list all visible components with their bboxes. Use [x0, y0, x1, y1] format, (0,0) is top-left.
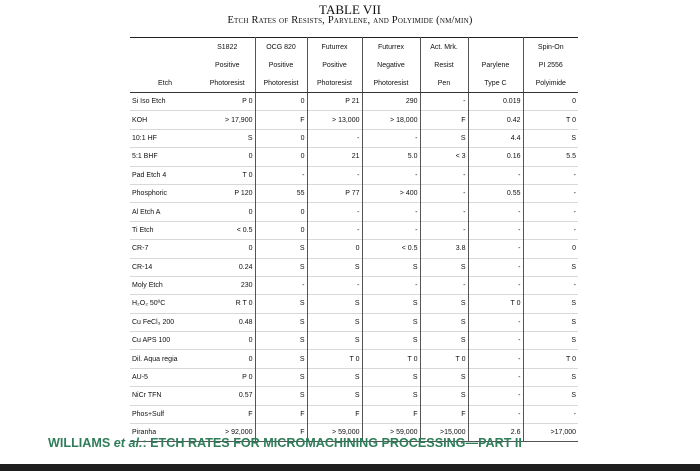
etch-rate-cell: - [573, 282, 576, 290]
etch-rate-cell: S [255, 258, 307, 276]
etchant-name: Phos+Sulf [132, 410, 165, 418]
header-row [130, 74, 578, 93]
etch-rate-cell: - [362, 129, 420, 147]
etch-rate-cell: T 0 [307, 350, 362, 368]
etch-rate-cell: S [571, 300, 576, 308]
etch-rate-cell: - [468, 405, 523, 423]
etch-rate-cell: 0 [200, 203, 255, 221]
etch-rate-cell: - [468, 387, 523, 405]
etch-rate-cell: - [420, 184, 468, 202]
header-row [130, 38, 578, 57]
etch-rate-cell: 0.55 [468, 184, 523, 202]
table-row [130, 332, 578, 350]
etch-rate-cell: - [468, 166, 523, 184]
etch-rate-table [130, 37, 578, 442]
etch-rate-cell: P 77 [307, 184, 362, 202]
etch-rate-cell: > 92,000 [200, 424, 255, 442]
etch-rate-cell: S [362, 332, 420, 350]
etch-rate-cell: T 0 [200, 166, 255, 184]
etch-rate-cell: - [468, 276, 523, 294]
table-row [130, 184, 578, 202]
etch-rate-cell: - [420, 276, 468, 294]
etch-rate-cell: P 120 [200, 184, 255, 202]
etch-rate-cell: - [468, 221, 523, 239]
etch-rate-cell: R T 0 [200, 295, 255, 313]
header-cell: Positive [255, 56, 307, 74]
etch-rate-cell: < 3 [420, 148, 468, 166]
etch-rate-cell: - [362, 276, 420, 294]
etch-rate-cell: P 0 [200, 368, 255, 386]
etch-rate-cell: 21 [307, 148, 362, 166]
etch-rate-cell: 55 [255, 184, 307, 202]
etch-rate-cell: 0 [255, 221, 307, 239]
etch-rate-cell: - [420, 203, 468, 221]
etch-rate-cell: - [307, 129, 362, 147]
etch-rate-cell: - [468, 350, 523, 368]
table-title: TABLE VII [319, 2, 381, 17]
etch-rate-cell: > 400 [362, 184, 420, 202]
header-cell: Act. Mrk. [420, 38, 468, 57]
etch-rate-cell: - [362, 203, 420, 221]
etch-rate-cell: >17,000 [550, 429, 576, 437]
etch-rate-cell: 0.48 [200, 313, 255, 331]
etch-rate-cell: S [420, 258, 468, 276]
etchant-name: Ti Etch [132, 226, 154, 234]
etch-rate-cell: S [420, 368, 468, 386]
table-row [130, 295, 578, 313]
header-row [130, 56, 578, 74]
table-row [130, 240, 578, 258]
etch-rate-cell: 0 [200, 332, 255, 350]
etchant-name: Dil. Aqua regia [132, 355, 178, 363]
table-row [130, 368, 578, 386]
etch-rate-cell: - [573, 208, 576, 216]
etch-rate-cell: 0 [200, 148, 255, 166]
table-header [130, 38, 578, 93]
etch-rate-cell: T 0 [420, 350, 468, 368]
etch-rate-cell: S [571, 374, 576, 382]
etch-rate-cell: 230 [200, 276, 255, 294]
etch-rate-cell: T 0 [468, 295, 523, 313]
header-cell: Etch [130, 74, 200, 93]
etch-rate-cell: S [362, 258, 420, 276]
etch-rate-cell: S [362, 368, 420, 386]
etch-rate-cell: 0 [255, 148, 307, 166]
etch-rate-cell: > 17,900 [200, 111, 255, 129]
header-cell [130, 38, 200, 57]
header-cell: Parylene [468, 56, 523, 74]
etch-rate-cell: S [307, 258, 362, 276]
header-cell [468, 38, 523, 57]
etch-rate-cell: < 0.5 [362, 240, 420, 258]
etch-rate-cell: S [420, 129, 468, 147]
table-row [130, 129, 578, 147]
etchant-name: CR-14 [132, 263, 153, 271]
etchant-name: Al Etch A [132, 208, 161, 216]
etch-rate-cell: - [468, 332, 523, 350]
etch-rate-cell: 0 [255, 203, 307, 221]
etch-rate-cell: 0 [200, 350, 255, 368]
etch-rate-cell: S [307, 332, 362, 350]
table-row [130, 221, 578, 239]
etch-rate-cell: S [255, 240, 307, 258]
etch-rate-cell: 290 [362, 93, 420, 111]
etch-rate-cell: - [362, 166, 420, 184]
etch-rate-cell: S [362, 295, 420, 313]
etch-rate-cell: S [255, 350, 307, 368]
etch-rate-cell: S [571, 318, 576, 326]
etch-rate-cell: S [255, 368, 307, 386]
etchant-name: 10:1 HF [132, 134, 157, 142]
table-row [130, 405, 578, 423]
etch-rate-cell: 0 [572, 98, 576, 106]
etch-rate-cell: > 59,000 [362, 424, 420, 442]
etch-rate-cell: S [420, 332, 468, 350]
etch-rate-cell: F [200, 405, 255, 423]
table-row [130, 203, 578, 221]
etch-rate-cell: S [255, 332, 307, 350]
etch-rate-cell: - [420, 221, 468, 239]
etch-rate-cell: 3.8 [420, 240, 468, 258]
etch-rate-cell: - [362, 221, 420, 239]
etch-rate-cell: - [468, 368, 523, 386]
etchant-name: Cu APS 100 [132, 337, 171, 345]
etchant-name: NiCr TFN [132, 392, 162, 400]
etch-rate-cell: - [573, 171, 576, 179]
table-row [130, 350, 578, 368]
etchant-name: Si Iso Etch [132, 98, 166, 106]
etch-rate-cell: S [362, 313, 420, 331]
etch-rate-cell: S [420, 387, 468, 405]
table-subtitle: Etch Rates of Resists, Parylene, and Polyimide (nm/min) [227, 15, 473, 26]
etch-rate-cell: 0 [255, 93, 307, 111]
table-row [130, 258, 578, 276]
etchant-name: Piranha [132, 429, 157, 437]
header-cell [130, 56, 200, 74]
etch-rate-cell: T 0 [566, 116, 576, 124]
bottom-bar [0, 464, 700, 471]
etch-rate-cell: S [307, 387, 362, 405]
header-cell: Spin-On [523, 38, 578, 57]
etch-rate-cell: 5.0 [362, 148, 420, 166]
header-cell: Photoresist [200, 74, 255, 93]
footer-author: WILLIAMS [48, 436, 114, 450]
etch-rate-cell: - [468, 203, 523, 221]
etch-rate-cell: S [420, 313, 468, 331]
etch-rate-cell: F [255, 405, 307, 423]
etchant-name: Moly Etch [132, 282, 163, 290]
header-cell: Positive [200, 56, 255, 74]
etchant-name: Pad Etch 4 [132, 171, 167, 179]
etchant-name: Cu FeCl₃ 200 [132, 318, 175, 326]
etch-rate-cell: 0.42 [468, 111, 523, 129]
etch-rate-cell: 0 [255, 129, 307, 147]
footer-rest: : ETCH RATES FOR MICROMACHINING PROCESSING—PART II [142, 436, 522, 450]
etch-rate-cell: 5.5 [566, 153, 576, 161]
table-row [130, 276, 578, 294]
etchant-name: Phosphoric [132, 190, 168, 198]
etch-rate-cell: 0.24 [200, 258, 255, 276]
header-cell: PI 2556 [538, 61, 563, 69]
header-cell: Negative [362, 56, 420, 74]
etch-rate-cell: - [573, 410, 576, 418]
table-row [130, 111, 578, 129]
etch-rate-cell: 2.6 [468, 424, 523, 442]
etch-rate-cell: 0 [200, 240, 255, 258]
table-body [130, 93, 578, 442]
etch-rate-cell: > 13,000 [307, 111, 362, 129]
etch-rate-cell: S [420, 295, 468, 313]
etch-rate-cell: >15,000 [420, 424, 468, 442]
etchant-name: KOH [132, 116, 148, 124]
etch-rate-cell: S [362, 387, 420, 405]
header-cell: Futurrex [307, 38, 362, 57]
etch-rate-cell: P 0 [200, 93, 255, 111]
etch-rate-cell: S [571, 392, 576, 400]
table-row [130, 313, 578, 331]
header-cell: Polyimide [523, 74, 578, 93]
etch-rate-cell: 0.019 [468, 93, 523, 111]
etch-rate-cell: S [571, 134, 576, 142]
etch-rate-cell: - [468, 258, 523, 276]
etch-rate-cell: - [307, 166, 362, 184]
header-cell: Pen [420, 74, 468, 93]
footer-etal: et al. [113, 436, 143, 450]
etch-rate-cell: S [571, 263, 576, 271]
etch-rate-cell: - [573, 190, 576, 198]
header-cell: Resist [420, 56, 468, 74]
etch-rate-cell: 0 [307, 240, 362, 258]
etch-rate-cell: - [255, 276, 307, 294]
etch-rate-cell: F [255, 424, 307, 442]
etch-rate-cell: F [255, 111, 307, 129]
header-cell: Photoresist [255, 74, 307, 93]
etch-rate-cell: 0 [572, 245, 576, 253]
etch-rate-cell: P 21 [307, 93, 362, 111]
etch-rate-cell: S [255, 295, 307, 313]
etchant-name: H₂O₂ 50ºC [132, 300, 166, 308]
header-cell: Type C [468, 74, 523, 93]
etch-rate-cell: 0.16 [468, 148, 523, 166]
etch-rate-cell: F [307, 405, 362, 423]
etch-rate-cell: 0.57 [200, 387, 255, 405]
etch-rate-cell: 4.4 [468, 129, 523, 147]
etch-rate-cell: F [420, 111, 468, 129]
etch-rate-cell: S [571, 337, 576, 345]
etchant-name: CR-7 [132, 245, 149, 253]
header-cell: Futurrex [362, 38, 420, 57]
etch-rate-cell: F [420, 405, 468, 423]
etch-rate-cell: S [307, 295, 362, 313]
etch-rate-cell: > 59,000 [307, 424, 362, 442]
etch-rate-cell: - [307, 221, 362, 239]
table-row [130, 148, 578, 166]
etch-rate-cell: - [468, 313, 523, 331]
etch-rate-cell: - [573, 226, 576, 234]
etch-rate-cell: S [200, 129, 255, 147]
etch-rate-cell: F [362, 405, 420, 423]
etch-rate-cell: S [255, 313, 307, 331]
running-footer [48, 436, 522, 450]
etch-rate-cell: - [420, 93, 468, 111]
table-row [130, 93, 578, 111]
etch-rate-cell: > 18,000 [362, 111, 420, 129]
header-cell: Photoresist [307, 74, 362, 93]
table-row [130, 387, 578, 405]
header-cell: S1822 [200, 38, 255, 57]
header-cell: OCG 820 [255, 38, 307, 57]
etch-rate-cell: - [307, 276, 362, 294]
etch-rate-cell: T 0 [566, 355, 576, 363]
header-cell: Positive [307, 56, 362, 74]
etchant-name: AU-5 [132, 374, 148, 382]
etch-rate-cell: - [420, 166, 468, 184]
etch-rate-cell: - [307, 203, 362, 221]
etch-rate-cell: < 0.5 [200, 221, 255, 239]
etch-rate-cell: S [307, 313, 362, 331]
etch-rate-cell: - [255, 166, 307, 184]
etch-rate-cell: - [468, 240, 523, 258]
table-row [130, 166, 578, 184]
etch-rate-cell: T 0 [362, 350, 420, 368]
etch-rate-cell: S [255, 387, 307, 405]
header-cell: Photoresist [362, 74, 420, 93]
etch-rate-cell: S [307, 368, 362, 386]
etchant-name: 5:1 BHF [132, 153, 158, 161]
